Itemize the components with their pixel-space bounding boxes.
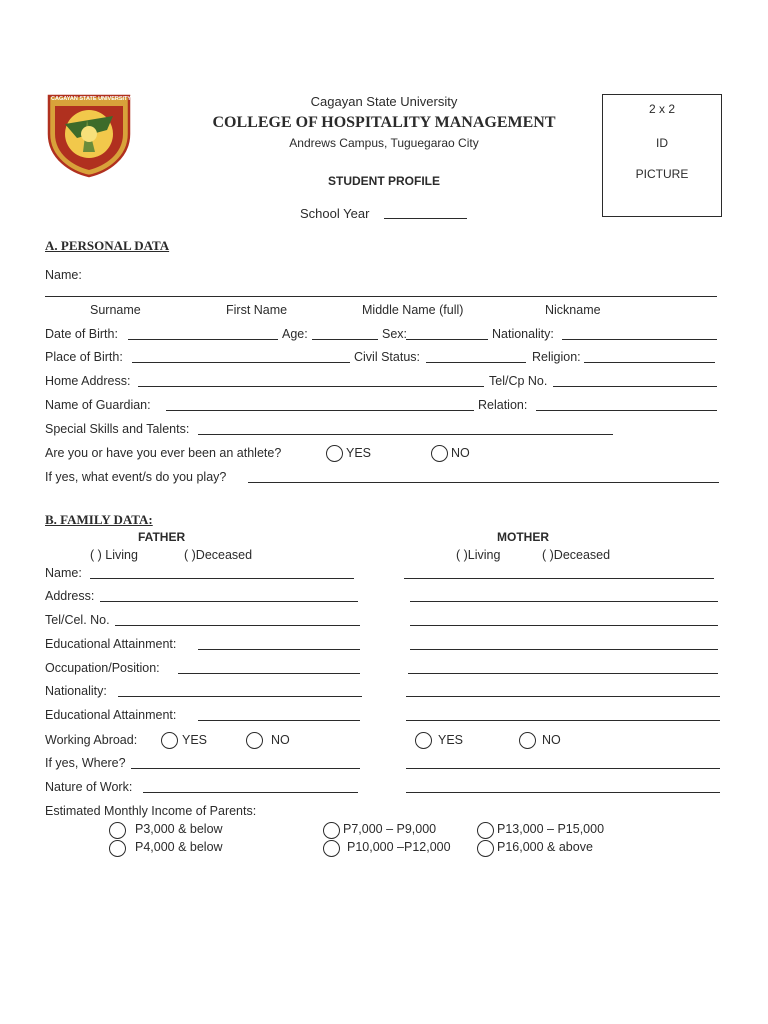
father-abroad-no-label: NO [271, 733, 290, 747]
athlete-yes-label: YES [346, 446, 372, 460]
mother-name-field[interactable] [404, 578, 714, 579]
income-option-radio[interactable] [477, 822, 494, 839]
father-tel-field[interactable] [115, 625, 360, 626]
nature-of-work-label: Nature of Work: [45, 780, 133, 794]
mother-education-field[interactable] [410, 649, 718, 650]
income-option-radio[interactable] [109, 840, 126, 857]
civil-status-field[interactable] [426, 362, 526, 363]
parent-address-label: Address: [45, 589, 95, 603]
events-question: If yes, what event/s do you play? [45, 470, 227, 484]
mother-address-field[interactable] [410, 601, 718, 602]
home-address-label: Home Address: [45, 374, 131, 388]
parent-name-label: Name: [45, 566, 82, 580]
religion-label: Religion: [532, 350, 581, 364]
id-picture-box [602, 94, 722, 217]
nationality-label: Nationality: [492, 327, 554, 341]
father-abroad-yes-radio[interactable] [161, 732, 178, 749]
personal-data-heading: A. PERSONAL DATA [45, 238, 170, 253]
father-name-field[interactable] [90, 578, 354, 579]
father-abroad-yes-label: YES [182, 733, 208, 747]
sex-field[interactable] [406, 339, 488, 340]
skills-label: Special Skills and Talents: [45, 422, 190, 436]
mother-tel-field[interactable] [410, 625, 718, 626]
mother-where-field[interactable] [406, 768, 720, 769]
form-title: STUDENT PROFILE [327, 174, 440, 188]
income-option-label: P7,000 – P9,000 [343, 822, 437, 836]
income-option-label: P16,000 & above [497, 840, 593, 854]
relation-label: Relation: [478, 398, 528, 412]
guardian-label: Name of Guardian: [45, 398, 151, 412]
guardian-field[interactable] [166, 410, 474, 411]
income-option-radio[interactable] [109, 822, 126, 839]
income-option-label: P4,000 & below [135, 840, 223, 854]
parent-education-label: Educational Attainment: [45, 637, 177, 651]
religion-field[interactable] [584, 362, 715, 363]
father-nationality-field[interactable] [118, 696, 362, 697]
telcp-field[interactable] [553, 386, 717, 387]
mother-living-option[interactable]: ( )Living [456, 548, 501, 562]
father-heading: FATHER [138, 530, 186, 544]
college-name: COLLEGE OF HOSPITALITY MANAGEMENT [212, 114, 556, 131]
father-where-field[interactable] [131, 768, 360, 769]
income-option-radio[interactable] [323, 840, 340, 857]
athlete-no-radio[interactable] [431, 445, 448, 462]
sex-label: Sex: [382, 327, 408, 341]
abroad-where-label: If yes, Where? [45, 756, 126, 770]
university-name: Cagayan State University [310, 94, 458, 109]
athlete-question: Are you or have you ever been an athlete? [45, 446, 282, 460]
father-nature-field[interactable] [143, 792, 358, 793]
name-label: Name: [45, 268, 82, 282]
athlete-yes-radio[interactable] [326, 445, 343, 462]
father-education2-field[interactable] [198, 720, 360, 721]
pob-label: Place of Birth: [45, 350, 123, 364]
athlete-no-label: NO [451, 446, 470, 460]
telcp-label: Tel/Cp No. [489, 374, 548, 388]
family-data-heading: B. FAMILY DATA: [45, 512, 153, 527]
surname-caption: Surname [90, 303, 141, 317]
first-name-caption: First Name [226, 303, 288, 317]
school-year-label: School Year [300, 206, 370, 221]
dob-field[interactable] [128, 339, 278, 340]
working-abroad-label: Working Abroad: [45, 733, 138, 747]
picture-label: PICTURE [635, 167, 689, 181]
pob-field[interactable] [132, 362, 350, 363]
middle-name-caption: Middle Name (full) [362, 303, 464, 317]
father-living-option[interactable]: ( ) Living [90, 548, 138, 562]
mother-occupation-field[interactable] [408, 673, 718, 674]
seal-icon [47, 94, 131, 178]
father-address-field[interactable] [100, 601, 358, 602]
parent-education2-label: Educational Attainment: [45, 708, 177, 722]
mother-nationality-field[interactable] [406, 696, 720, 697]
income-option-label: P13,000 – P15,000 [497, 822, 605, 836]
parent-tel-label: Tel/Cel. No. [45, 613, 110, 627]
mother-education2-field[interactable] [406, 720, 720, 721]
mother-nature-field[interactable] [406, 792, 720, 793]
parent-nationality-label: Nationality: [45, 684, 107, 698]
nationality-field[interactable] [562, 339, 717, 340]
mother-heading: MOTHER [497, 530, 549, 544]
mother-abroad-yes-label: YES [438, 733, 464, 747]
parent-occupation-label: Occupation/Position: [45, 661, 160, 675]
logo-text: CAGAYAN STATE UNIVERSITY [51, 96, 132, 102]
name-field[interactable] [45, 296, 717, 297]
father-abroad-no-radio[interactable] [246, 732, 263, 749]
mother-abroad-yes-radio[interactable] [415, 732, 432, 749]
father-deceased-option[interactable]: ( )Deceased [184, 548, 253, 562]
income-label: Estimated Monthly Income of Parents: [45, 804, 257, 818]
school-year-field[interactable] [384, 218, 467, 219]
income-option-label: P10,000 –P12,000 [347, 840, 451, 854]
events-field[interactable] [248, 482, 719, 483]
mother-deceased-option[interactable]: ( )Deceased [542, 548, 611, 562]
campus: Andrews Campus, Tuguegarao City [289, 136, 479, 150]
dob-label: Date of Birth: [45, 327, 118, 341]
income-option-label: P3,000 & below [135, 822, 223, 836]
age-field[interactable] [312, 339, 378, 340]
id-label: ID [656, 136, 668, 150]
father-education-field[interactable] [198, 649, 360, 650]
mother-abroad-no-label: NO [542, 733, 561, 747]
home-address-field[interactable] [138, 386, 484, 387]
university-logo [47, 94, 131, 178]
father-occupation-field[interactable] [178, 673, 360, 674]
id-size-label: 2 x 2 [648, 102, 675, 116]
age-label: Age: [282, 327, 308, 341]
nickname-caption: Nickname [545, 303, 601, 317]
relation-field[interactable] [536, 410, 717, 411]
mother-abroad-no-radio[interactable] [519, 732, 536, 749]
income-option-radio[interactable] [477, 840, 494, 857]
income-option-radio[interactable] [323, 822, 340, 839]
civil-status-label: Civil Status: [354, 350, 420, 364]
skills-field[interactable] [198, 434, 613, 435]
